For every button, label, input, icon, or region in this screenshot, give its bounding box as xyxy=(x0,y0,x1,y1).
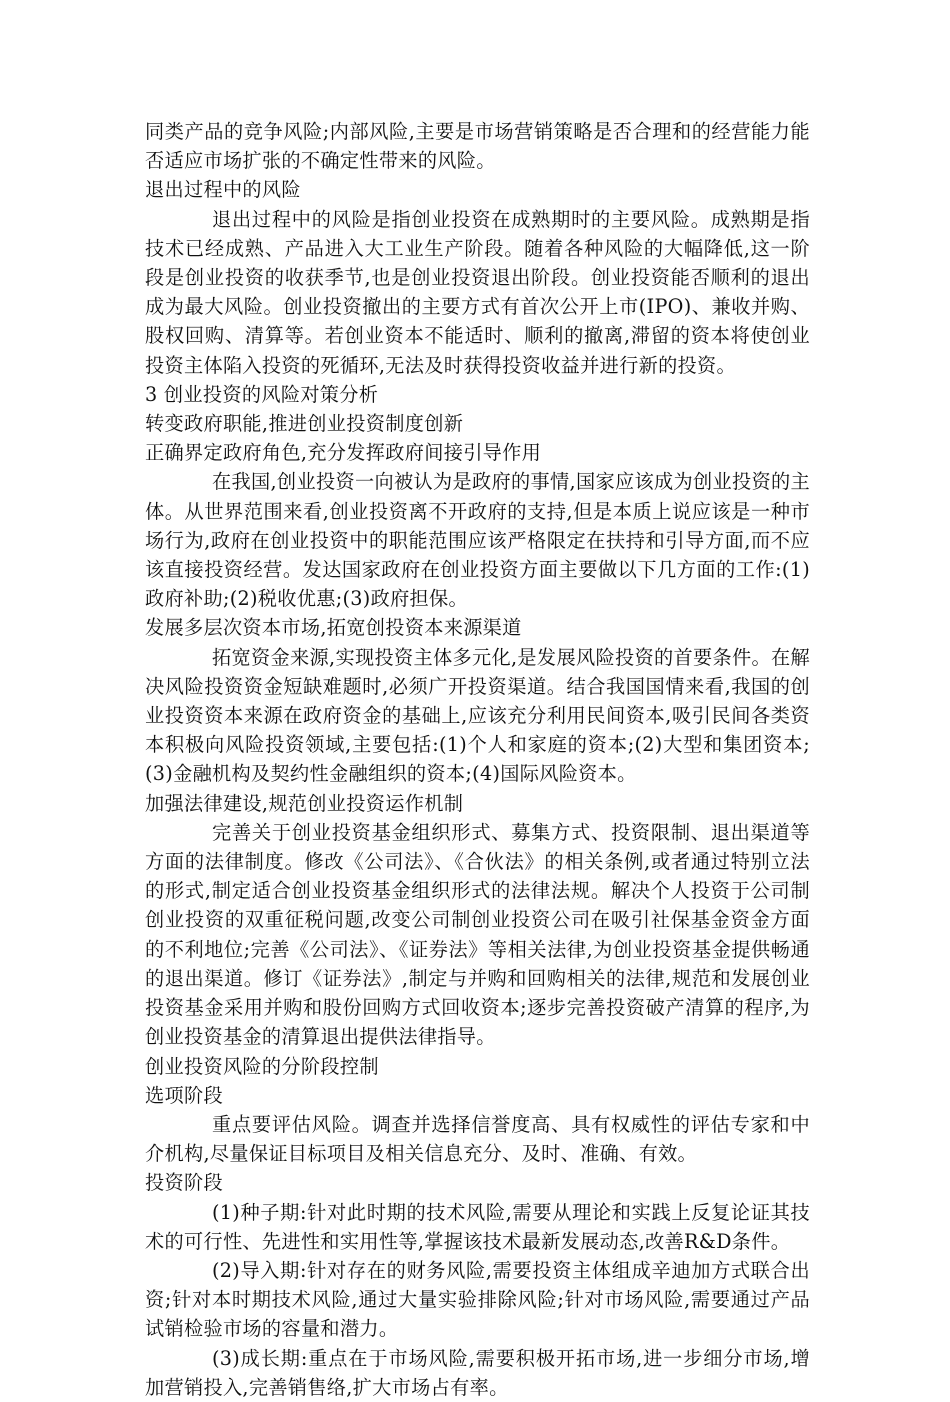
section-heading: 选项阶段 xyxy=(145,1083,223,1107)
section-heading: 加强法律建设,规范创业投资运作机制 xyxy=(145,791,464,815)
body-paragraph: (2)导入期:针对存在的财务风险,需要投资主体组成辛迪加方式联合出资;针对本时期技术风险,通过大量实验排除风险;针对市场风险,需要通过产品试销检验市场的容量和潜力。 xyxy=(145,1258,810,1341)
section-heading: 投资阶段 xyxy=(145,1171,223,1195)
section-heading: 发展多层次资本市场,拓宽创投资本来源渠道 xyxy=(145,616,522,640)
body-paragraph: (3)成长期:重点在于市场风险,需要积极开拓市场,进一步细分市场,增加营销投入,完善销售络,扩大市场占有率。 xyxy=(145,1346,810,1399)
section-heading: 创业投资风险的分阶段控制 xyxy=(145,1054,379,1078)
body-paragraph: (1)种子期:针对此时期的技术风险,需要从理论和实践上反复论证其技术的可行性、先进性和实用性等,掌握该技术最新发展动态,改善R&D条件。 xyxy=(145,1200,810,1253)
body-paragraph: 同类产品的竞争风险;内部风险,主要是市场营销策略是否合理和的经营能力能否适应市场扩张的不确定性带来的风险。 xyxy=(145,120,810,173)
body-paragraph: 退出过程中的风险是指创业投资在成熟期时的主要风险。成熟期是指技术已经成熟、产品进入大工业生产阶段。随着各种风险的大幅降低,这一阶段是创业投资的收获季节,也是创业投资退出阶段。创业投资能否顺利的退出成为最大风险。创业投资撤出的主要方式有首次公开上市(IPO)、兼收并购、股权回购、清算等。若创业资本不能适时、顺利的撤离,滞留的资本将使创业投资主体陷入投资的死循环,无法及时获得投资收益并进行新的投资。 xyxy=(145,207,810,377)
document-body xyxy=(145,117,810,1402)
body-paragraph: 重点要评估风险。调查并选择信誉度高、具有权威性的评估专家和中介机构,尽量保证目标项目及相关信息充分、及时、准确、有效。 xyxy=(145,1112,810,1166)
section-heading: 退出过程中的风险 xyxy=(145,178,301,202)
section-heading: 正确界定政府角色,充分发挥政府间接引导作用 xyxy=(145,441,542,465)
body-paragraph: 完善关于创业投资基金组织形式、募集方式、投资限制、退出渠道等方面的法律制度。修改《公司法》、《合伙法》的相关条例,或者通过特别立法的形式,制定适合创业投资基金组织形式的法律法规。解决个人投资于公司制创业投资的双重征税问题,改变公司制创业投资公司在吸引社保基金资金方面的不利地位;完善《公司法》、《证券法》等相关法律,为创业投资基金提供畅通的退出渠道。修订《证券法》,制定与并购和回购相关的法律,规范和发展创业投资基金采用并购和股份回购方式回收资本;逐步完善投资破产清算的程序,为创业投资基金的清算退出提供法律指导。 xyxy=(145,820,810,1049)
section-heading: 3 创业投资的风险对策分析 xyxy=(145,382,379,406)
body-paragraph: 在我国,创业投资一向被认为是政府的事情,国家应该成为创业投资的主体。从世界范围来看,创业投资离不开政府的支持,但是本质上说应该是一种市场行为,政府在创业投资中的职能范围应该严格限定在扶持和引导方面,而不应该直接投资经营。发达国家政府在创业投资方面主要做以下几方面的工作:(1)政府补助;(2)税收优惠;(3)政府担保。 xyxy=(145,470,810,611)
section-heading: 转变政府职能,推进创业投资制度创新 xyxy=(145,412,464,436)
body-paragraph: 拓宽资金来源,实现投资主体多元化,是发展风险投资的首要条件。在解决风险投资资金短缺难题时,必须广开投资渠道。结合我国国情来看,我国的创业投资资本来源在政府资金的基础上,应该充分利用民间资本,吸引民间各类资本积极向风险投资领域,主要包括:(1)个人和家庭的资本;(2)大型和集团资本;(3)金融机构及契约性金融组织的资本;(4)国际风险资本。 xyxy=(145,645,810,786)
